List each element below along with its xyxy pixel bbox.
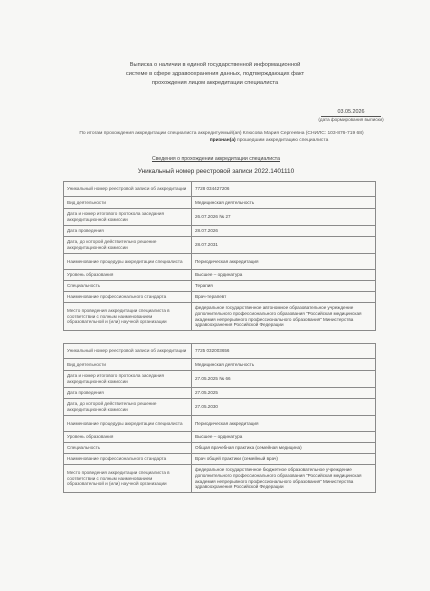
row-label: Уровень образования [64, 270, 192, 281]
row-label: Специальность [64, 443, 192, 454]
row-label: Наименование процедуры аккредитации специалиста [64, 416, 192, 432]
row-value: 7725 032003656 [192, 344, 376, 359]
table-row [64, 281, 376, 292]
row-label: Дата и номер итогового протокола заседания аккредитационной комиссии [64, 209, 192, 226]
row-value: 27.05.2025 № 66 [192, 371, 376, 388]
intro-paragraph [64, 130, 379, 144]
row-label: Дата проведения [64, 388, 192, 399]
table-row [64, 359, 376, 371]
row-label: Наименование профессионального стандарта [64, 454, 192, 465]
row-label: Дата, до которой действительно решение аккредитационной комиссии [64, 399, 192, 416]
row-label: Вид деятельности [64, 359, 192, 371]
row-value: Терапия [192, 281, 376, 292]
row-value: федеральное государственное автономное образовательное учреждение дополнительного профессионального образования "Российская медицинская академия непрерывного профессионального образования" Министерства здравоохранения Российской Федерации [192, 303, 376, 331]
table-row [64, 432, 376, 443]
row-label: Место проведения аккредитации специалиста в соответствии с полным наименованием образовательной и (или) научной организации [64, 303, 192, 331]
row-label: Дата, до которой действительно решение аккредитационной комиссии [64, 237, 192, 254]
row-value: 28.07.2031 [192, 237, 376, 254]
row-label: Специальность [64, 281, 192, 292]
document-title-line: Выписка о наличии в единой государственной информационной [129, 62, 301, 68]
row-label: Уникальный номер реестровой записи об аккредитации [64, 344, 192, 359]
row-value: Медицинская деятельность [192, 197, 376, 209]
table-row [64, 344, 376, 359]
row-value: Периодическая аккредитация [192, 254, 376, 270]
row-value: 27.05.2025 [192, 388, 376, 399]
row-value: Высшее – ординатура [192, 432, 376, 443]
intro-line [64, 137, 379, 144]
row-label: Место проведения аккредитации специалиста в соответствии с полным наименованием образовательной и (или) научной организации [64, 465, 192, 493]
row-value: Врач-терапевт [192, 292, 376, 303]
row-value: 26.07.2026 № 27 [192, 209, 376, 226]
table-row [64, 197, 376, 209]
intro-line: По итогам прохождения аккредитации специалиста аккредитуемый(ая) Клюсова Мария Сергеевна (СНИЛС: 103-876-719 68) [79, 131, 364, 136]
formation-date-block [318, 109, 384, 123]
intro-line-rest: прошедшим аккредитацию специалиста [235, 138, 329, 143]
formation-date-caption: (дата формирования выписки) [318, 117, 384, 122]
row-value: Общая врачебная практика (семейная медицина) [192, 443, 376, 454]
registry-number-heading: Уникальный номер реестровой записи 2022.1401110 [137, 168, 295, 175]
row-label: Дата проведения [64, 226, 192, 237]
formation-date: 03.05.2026 [337, 109, 365, 115]
row-value: федеральное государственное бюджетное образовательное учреждение дополнительного профессионального образования "Российская медицинская академия непрерывного профессионального образования" Министерства здравоохранения Российской Федерации [192, 465, 376, 493]
table-row [64, 182, 376, 197]
row-value: 27.05.2030 [192, 399, 376, 416]
recognized-status: признан(а) [209, 138, 236, 143]
table-row [64, 226, 376, 237]
table-row [64, 388, 376, 399]
table-row [64, 454, 376, 465]
row-label: Уникальный номер реестровой записи об аккредитации [64, 182, 192, 197]
document-title-line: системе в сфере здравоохранения данных, подтверждающих факт [125, 71, 305, 77]
table-row [64, 292, 376, 303]
accreditation-record-table [63, 181, 376, 331]
table-row [64, 237, 376, 254]
row-value: 28.07.2026 [192, 226, 376, 237]
row-value: Высшее – ординатура [192, 270, 376, 281]
row-label: Уровень образования [64, 432, 192, 443]
table-row [64, 416, 376, 432]
row-label: Наименование процедуры аккредитации специалиста [64, 254, 192, 270]
row-value: Медицинская деятельность [192, 359, 376, 371]
row-label: Наименование профессионального стандарта [64, 292, 192, 303]
row-label: Вид деятельности [64, 197, 192, 209]
table-row [64, 371, 376, 388]
section-heading: Сведения о прохождении аккредитации специалиста [151, 156, 280, 162]
row-value: Периодическая аккредитация [192, 416, 376, 432]
accreditation-record-table [63, 343, 376, 493]
row-label: Дата и номер итогового протокола заседания аккредитационной комиссии [64, 371, 192, 388]
row-value: Врач общей практики (семейный врач) [192, 454, 376, 465]
table-row [64, 209, 376, 226]
row-value: 7728 034427206 [192, 182, 376, 197]
table-row [64, 465, 376, 493]
table-row [64, 399, 376, 416]
table-row [64, 270, 376, 281]
table-row [64, 303, 376, 331]
table-row [64, 254, 376, 270]
document-title [60, 61, 370, 88]
document-title-line: прохождения лицом аккредитации специалиста [151, 80, 279, 86]
table-row [64, 443, 376, 454]
